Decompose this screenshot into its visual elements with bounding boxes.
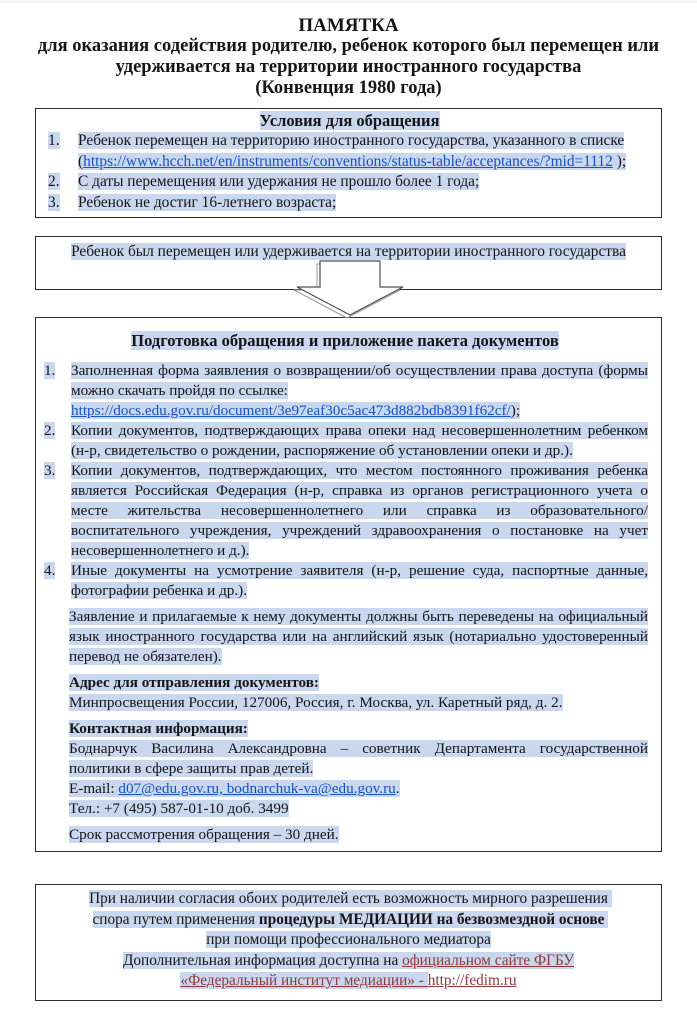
condition-item-3	[48, 193, 651, 214]
item-number: 2.	[44, 422, 56, 439]
item-number: 4.	[44, 562, 56, 579]
email-links[interactable]: d07@edu.gov.ru, bodnarchuk-va@edu.gov.ru	[118, 780, 396, 797]
subtitle-line-1: для оказания содействия родителю, ребенок которого был перемещен или	[37, 36, 660, 56]
docs-edu-gov-link[interactable]: https://docs.edu.gov.ru/document/3e97eaf30c5ac473d882bdb8391f62cf/	[71, 402, 511, 419]
review-period: Срок рассмотрения обращения – 30 дней.	[69, 826, 339, 843]
subtitle-line-2: удерживается на территории иностранного государства	[115, 57, 582, 77]
condition-item-2-text: С даты перемещения или удержания не прошло более 1 года;	[78, 173, 480, 190]
preparation-item-1-text: Заполненная форма заявления о возвращении/об осуществлении права доступа (формы можно скачать пройдя по ссылке:	[71, 362, 648, 399]
mediation-text-2: при помощи профессионального медиатора	[206, 910, 609, 948]
hcch-acceptances-link[interactable]: https://www.hcch.net/en/instruments/conventions/status-table/acceptances/?mid=1112	[83, 152, 613, 170]
contact-header: Контактная информация:	[69, 720, 248, 737]
email-line	[69, 779, 648, 799]
item-number: 3.	[44, 462, 56, 479]
preparation-item-3-text: Копии документов, подтверждающих, что местом постоянного проживания ребенка является Российская Федерация (н-р, справка из органов регистрационного учета о месте жительства несовершеннолетнего или справка из образовательного/воспитательного учреждения, учреждений здравоохранения о постановке на учет несовершеннолетнего и д.).	[71, 462, 648, 559]
preparation-header: Подготовка обращения и приложение пакета документов	[131, 331, 559, 350]
item-number: 3.	[48, 193, 60, 211]
mediation-info-prefix: Дополнительная информация доступна на	[122, 951, 403, 969]
preparation-box	[35, 317, 662, 852]
mediation-bold-text: процедуры МЕДИАЦИИ на безвозмездной основе	[258, 910, 605, 928]
email-tail: .	[395, 780, 400, 797]
preparation-item-4	[42, 561, 648, 601]
fedim-site-link[interactable]: официальном сайте ФГБУ «Федеральный институт медиации»	[180, 951, 575, 989]
preparation-item-1	[42, 361, 648, 421]
item-number: 1.	[48, 132, 60, 149]
contact-person: Боднарчук Василина Александровна – советник Департамента государственной политики в сфере защиты прав детей.	[69, 740, 648, 777]
condition-item-1	[48, 131, 651, 172]
item-number: 2.	[48, 173, 60, 190]
address-line: Минпросвещения России, 127006, Россия, г. Москва, ул. Каретный ряд, д. 2.	[69, 694, 563, 711]
open-paren: (	[78, 152, 84, 170]
mediation-text-1: При наличии согласия обоих родителей есть возможность мирного разрешения спора путем применения	[89, 890, 612, 928]
preparation-item-3	[42, 461, 648, 561]
subtitle-line-3: (Конвенция 1980 года)	[255, 78, 442, 98]
condition-item-1-text: Ребенок перемещен на территорию иностранного государства, указанного в списке	[78, 132, 625, 149]
item-number: 1.	[44, 362, 56, 379]
mediation-box	[35, 884, 662, 1001]
fedim-url-link[interactable]: http://fedim.ru	[427, 972, 517, 989]
moved-notice-text: Ребенок был перемещен или удерживается на территории иностранного государства	[71, 243, 626, 260]
conditions-header: Условия для обращения	[259, 111, 440, 130]
title-block	[0, 0, 697, 99]
email-label: E-mail:	[69, 780, 119, 797]
link-separator: -	[414, 972, 428, 989]
preparation-item-2-text: Копии документов, подтверждающих права опеки над несовершеннолетним ребенком (н-р, свидетельство о рождении, распоряжение об установлении опеки и др.).	[71, 422, 648, 459]
preparation-item-2	[42, 421, 648, 461]
close-paren: );	[510, 402, 521, 419]
condition-item-3-text: Ребенок не достиг 16-летнего возраста;	[78, 193, 337, 211]
down-arrow-icon	[293, 260, 407, 319]
close-paren: );	[612, 152, 627, 170]
conditions-box	[35, 108, 662, 218]
phone-line: Тел.: +7 (495) 587-01-10 доб. 3499	[69, 800, 289, 817]
page-top-edge	[0, 0, 697, 3]
condition-item-2	[48, 172, 651, 193]
translation-note: Заявление и прилагаемые к нему документы должны быть переведены на официальный язык иностранного государства или на английский язык (нотариально удостоверенный перевод не обязателен).	[69, 608, 648, 665]
preparation-item-4-text: Иные документы на усмотрение заявителя (н-р, решение суда, паспортные данные, фотографии ребенка и др.).	[71, 562, 648, 599]
doc-title: ПАМЯТКА	[298, 15, 399, 36]
address-header: Адрес для отправления документов:	[69, 674, 319, 691]
